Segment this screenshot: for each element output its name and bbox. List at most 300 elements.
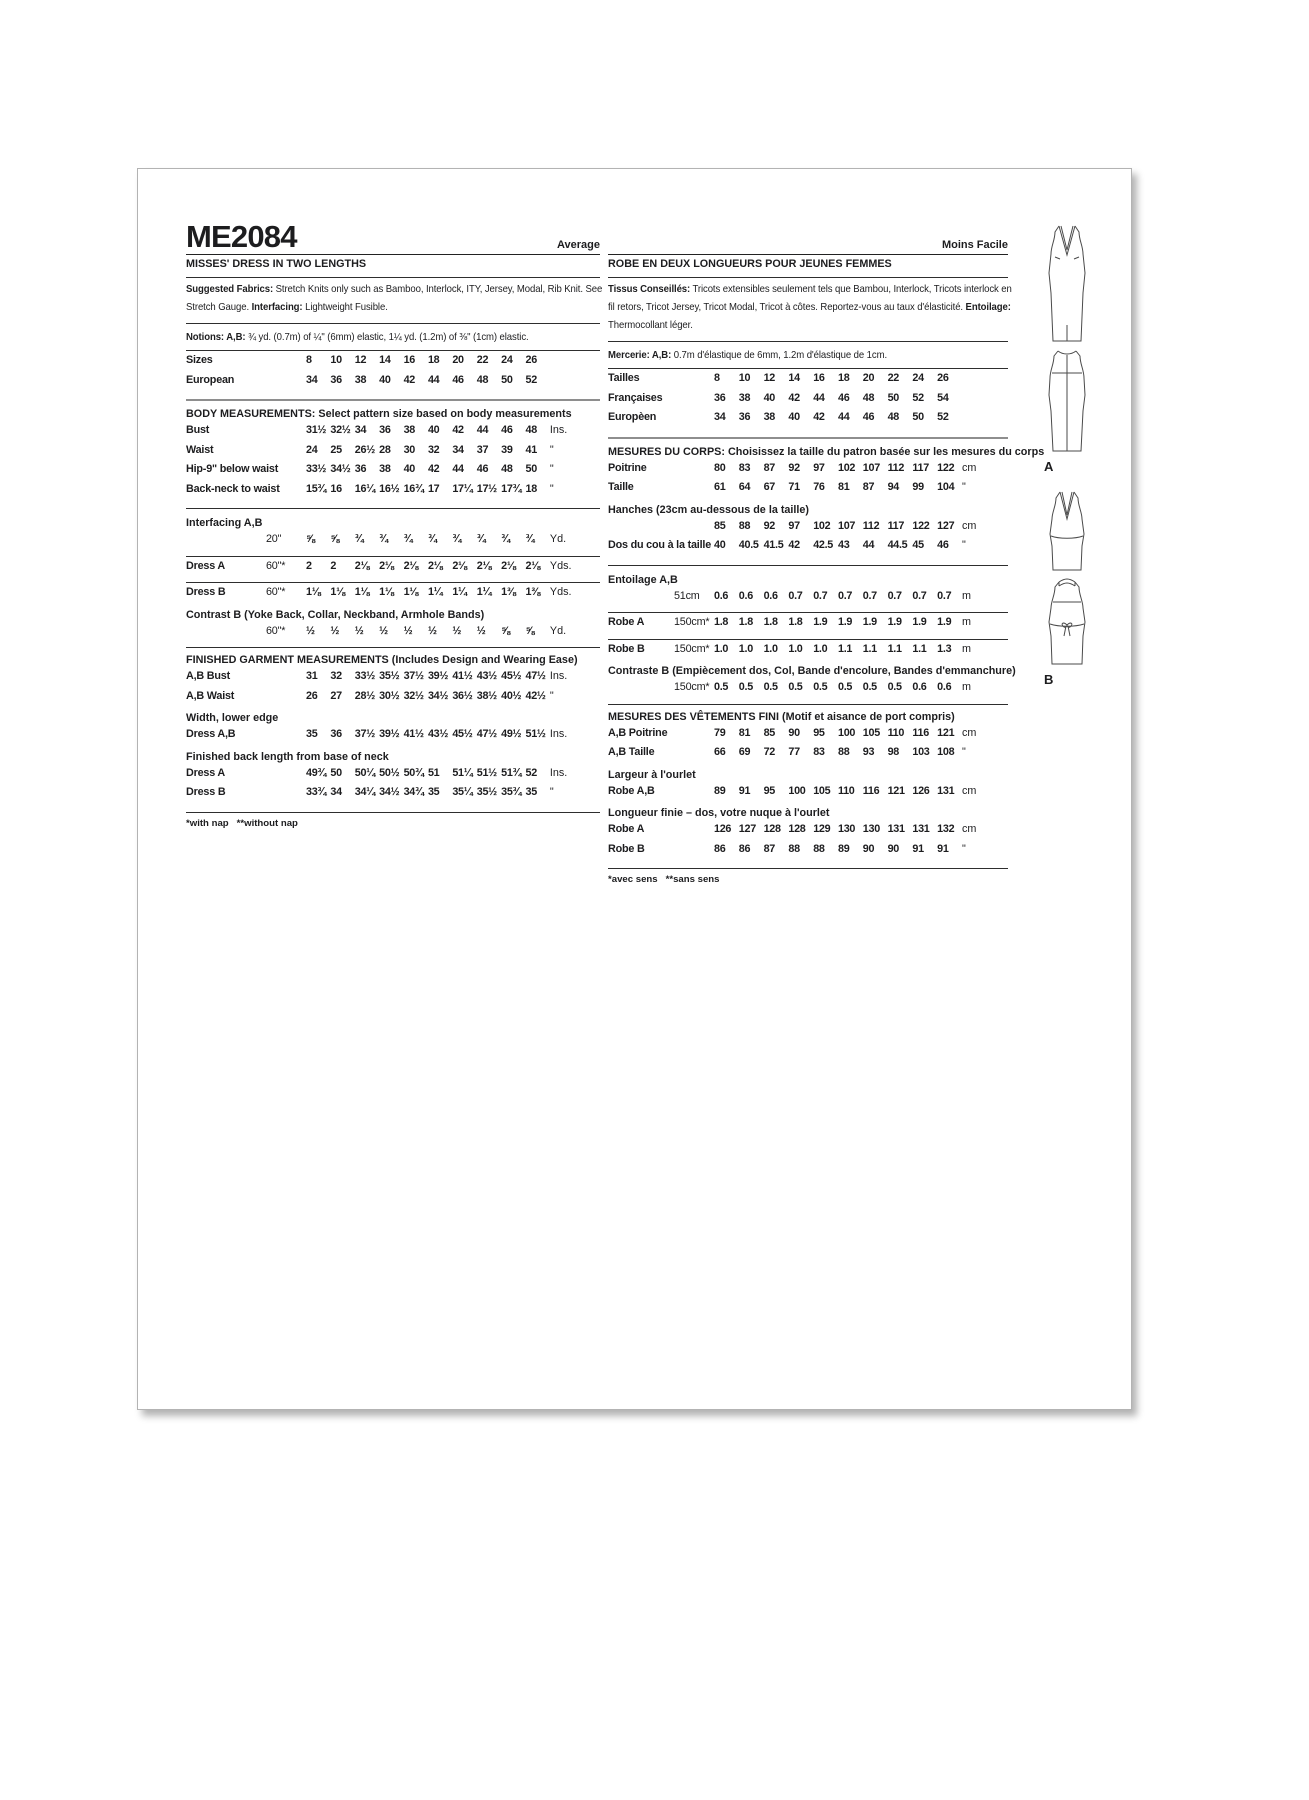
cell-value: 27 xyxy=(330,689,342,702)
cell-value: 1.8 xyxy=(788,616,803,628)
cell-value: ⅝ xyxy=(306,533,315,545)
cell-value: 122 xyxy=(937,461,955,474)
row-label: Hip-9" below waist xyxy=(186,463,279,475)
cell-value: 10 xyxy=(738,372,751,384)
row-unit: cm xyxy=(961,784,977,797)
cell-value: 34 xyxy=(306,373,318,386)
cell-value: 34¼ xyxy=(354,786,375,798)
cell-value: 51½ xyxy=(476,766,497,779)
row-unit: m xyxy=(961,616,971,628)
cell-value: 0.5 xyxy=(887,681,902,693)
table-row xyxy=(186,690,600,710)
cell-value: 20 xyxy=(452,354,464,366)
cell-value: 126 xyxy=(912,784,930,797)
row-sublabel: 60"* xyxy=(266,559,286,572)
cell-value: 50 xyxy=(525,463,537,475)
row-unit: Ins. xyxy=(549,728,568,740)
cell-value: 52 xyxy=(525,373,537,386)
cell-value: 42½ xyxy=(525,689,546,702)
table-row xyxy=(608,746,1008,766)
cell-value: 79 xyxy=(714,726,726,739)
row-unit: Ins. xyxy=(549,670,568,682)
cell-value: 1.1 xyxy=(912,642,927,655)
paragraph xyxy=(186,329,567,347)
cell-value: 0.7 xyxy=(887,589,902,602)
row-sublabel: 51cm xyxy=(674,589,700,602)
cell-value: 1.0 xyxy=(813,642,828,655)
cell-value: 32½ xyxy=(330,424,351,436)
cell-value: 44 xyxy=(452,463,464,475)
section-rule xyxy=(608,368,1008,369)
paragraph-text: Thermocollant léger. xyxy=(608,320,693,331)
cell-value: 117 xyxy=(887,519,905,532)
cell-value: 36 xyxy=(330,728,342,740)
cell-value: 35 xyxy=(306,728,318,740)
cell-value: 44 xyxy=(837,411,850,423)
cell-value: 0.5 xyxy=(714,681,729,693)
french-sections xyxy=(608,255,1045,885)
row-label: Françaises xyxy=(608,391,663,404)
cell-value: 34½ xyxy=(379,786,400,798)
cell-value: 36 xyxy=(738,411,751,423)
row-unit: " xyxy=(549,689,554,702)
cell-value: 46 xyxy=(476,463,489,475)
cell-value: 38 xyxy=(354,373,367,386)
dress-a-front-illustration xyxy=(1037,219,1097,345)
cell-value: 50 xyxy=(887,391,899,404)
row-label: A,B Poitrine xyxy=(608,726,668,739)
cell-value: 37 xyxy=(476,443,489,456)
cell-value: ¾ xyxy=(354,533,364,545)
table-row xyxy=(608,643,1008,663)
cell-value: 41½ xyxy=(403,728,424,740)
cell-value: 97 xyxy=(813,461,825,474)
section-rule xyxy=(186,399,600,401)
cell-value: 85 xyxy=(714,519,726,532)
cell-value: 17½ xyxy=(476,482,497,495)
cell-value: 16 xyxy=(330,482,342,495)
row-label: Dress B xyxy=(186,586,226,598)
cell-value: 50 xyxy=(501,373,513,386)
cell-value: 95 xyxy=(813,726,825,739)
section-rule xyxy=(608,341,1008,342)
cell-value: 8 xyxy=(714,372,720,384)
cell-value: 44 xyxy=(862,539,875,551)
cell-value: ½ xyxy=(452,624,462,637)
cell-value: 112 xyxy=(862,519,880,532)
cell-value: 76 xyxy=(813,481,825,493)
section-heading: Finished back length from base of neck xyxy=(186,750,389,763)
cell-value: 50½ xyxy=(379,766,400,779)
cell-value: 108 xyxy=(937,746,955,758)
cell-value: 26½ xyxy=(354,443,375,456)
cell-value: 121 xyxy=(937,726,955,739)
cell-value: 52 xyxy=(937,411,949,423)
cell-value: 40 xyxy=(403,463,415,475)
cell-value: 0.5 xyxy=(738,681,753,693)
cell-value: 36 xyxy=(354,463,367,475)
section-heading: Contrast B (Yoke Back, Collar, Neckband, Armhole Bands) xyxy=(186,608,485,621)
cell-value: 0.6 xyxy=(763,589,778,602)
section-heading: ROBE EN DEUX LONGUEURS POUR JEUNES FEMMES xyxy=(608,258,892,270)
cell-value: 50 xyxy=(912,411,924,423)
dress-b-back-illustration xyxy=(1039,574,1095,668)
paragraph-bold-text: Tissus Conseillés: xyxy=(608,284,691,295)
cell-value: 16¼ xyxy=(354,482,375,495)
table-row xyxy=(186,424,600,444)
cell-value: 40½ xyxy=(501,689,522,702)
cell-value: 1.9 xyxy=(912,616,927,628)
cell-value: 69 xyxy=(738,746,751,758)
row-unit: " xyxy=(961,746,966,758)
row-unit: " xyxy=(549,786,554,798)
cell-value: 91 xyxy=(937,842,949,855)
cell-value: 42 xyxy=(813,411,825,423)
table-row xyxy=(186,767,600,787)
table-row xyxy=(608,616,1008,636)
cell-value: 129 xyxy=(813,823,831,835)
table-row xyxy=(608,392,1008,412)
section-rule xyxy=(186,556,600,557)
row-label: Dress A,B xyxy=(186,728,236,740)
row-unit: Yd. xyxy=(549,533,567,545)
cell-value: 130 xyxy=(862,823,880,835)
section-rule xyxy=(608,565,1008,566)
cell-value: 90 xyxy=(788,726,800,739)
cell-value: 41.5 xyxy=(763,539,784,551)
cell-value: 110 xyxy=(887,726,905,739)
cell-value: 51½ xyxy=(525,728,546,740)
row-sublabel: 20" xyxy=(266,533,282,545)
cell-value: 46 xyxy=(837,391,850,404)
cell-value: 49¾ xyxy=(306,766,327,779)
cell-value: 2⅛ xyxy=(354,559,370,572)
table-row xyxy=(608,681,1008,701)
row-label: Robe B xyxy=(608,842,645,855)
cell-value: 117 xyxy=(912,461,929,474)
cell-value: 104 xyxy=(937,481,955,493)
cell-value: 0.6 xyxy=(714,589,729,602)
cell-value: ½ xyxy=(379,624,388,637)
cell-value: 105 xyxy=(862,726,880,739)
cell-value: 83 xyxy=(738,461,751,474)
cell-value: 116 xyxy=(862,784,880,797)
cell-value: 85 xyxy=(763,726,776,739)
paragraph-text: fil retors, Tricot Jersey, Tricot Modal, Tricot à côtes. Reportez-vous au taux d'élasticité. xyxy=(608,302,966,313)
table-row xyxy=(608,462,1008,482)
cell-value: 32 xyxy=(427,443,440,456)
cell-value: 127 xyxy=(937,519,955,532)
cell-value: ¾ xyxy=(379,533,388,545)
cell-value: 42 xyxy=(788,391,800,404)
cell-value: 8 xyxy=(306,354,312,366)
cell-value: 36½ xyxy=(452,689,473,702)
cell-value: 87 xyxy=(763,842,776,855)
cell-value: 0.7 xyxy=(862,589,877,602)
cell-value: 43 xyxy=(837,539,850,551)
section-heading: Largeur à l'ourlet xyxy=(608,768,696,781)
cell-value: 26 xyxy=(937,372,949,384)
cell-value: 131 xyxy=(887,823,905,835)
row-unit: " xyxy=(961,539,966,551)
cell-value: 24 xyxy=(501,354,513,366)
cell-value: 15¾ xyxy=(306,482,327,495)
paragraph-text: Stretch Knits only such as Bamboo, Interlock, ITY, Jersey, Modal, Rib Knit. See xyxy=(273,284,603,295)
cell-value: 1.1 xyxy=(887,642,902,655)
cell-value: 1.8 xyxy=(714,616,729,628)
english-header xyxy=(186,213,600,255)
cell-value: 46 xyxy=(501,424,513,436)
row-unit: cm xyxy=(961,823,977,835)
cell-value: 46 xyxy=(862,411,875,423)
row-label: European xyxy=(186,373,235,386)
paragraph xyxy=(186,281,603,317)
cell-value: ¾ xyxy=(403,533,413,545)
cell-value: 1.9 xyxy=(887,616,902,628)
paragraph-bold-text: Notions: A,B: xyxy=(186,332,246,343)
cell-value: 46 xyxy=(452,373,464,386)
row-label: A,B Bust xyxy=(186,670,230,682)
cell-value: 33½ xyxy=(354,670,375,682)
cell-value: 86 xyxy=(738,842,751,855)
paragraph-bold-text: Interfacing: xyxy=(251,302,303,313)
cell-value: 16½ xyxy=(379,482,400,495)
cell-value: 93 xyxy=(862,746,875,758)
cell-value: ½ xyxy=(476,624,486,637)
dress-a-back-illustration xyxy=(1040,345,1094,455)
cell-value: 1.3 xyxy=(937,642,952,655)
french-column xyxy=(608,213,1045,885)
cell-value: 126 xyxy=(714,823,732,835)
cell-value: 0.6 xyxy=(937,681,952,693)
cell-value: 16 xyxy=(813,372,825,384)
row-unit: m xyxy=(961,642,971,655)
cell-value: 48 xyxy=(476,373,489,386)
table-row xyxy=(608,785,1008,805)
french-header xyxy=(608,213,1008,255)
cell-value: 103 xyxy=(912,746,930,758)
cell-value: 39½ xyxy=(427,670,449,682)
cell-value: 25 xyxy=(330,443,342,456)
cell-value: 102 xyxy=(837,461,856,474)
dress-b-front-illustration xyxy=(1039,486,1095,574)
cell-value: 40 xyxy=(788,411,800,423)
cell-value: 87 xyxy=(862,481,875,493)
paragraph-bold-text: Entoilage: xyxy=(965,302,1011,313)
cell-value: 37½ xyxy=(354,728,375,740)
cell-value: 110 xyxy=(837,784,855,797)
section-rule xyxy=(608,639,1008,640)
cell-value: ¾ xyxy=(427,533,437,545)
cell-value: 0.7 xyxy=(788,589,803,602)
cell-value: 40 xyxy=(427,424,440,436)
cell-value: ⅝ xyxy=(525,624,535,637)
cell-value: 48 xyxy=(525,424,537,436)
row-unit: cm xyxy=(961,461,977,474)
paragraph-text: ¾ yd. (0.7m) of ¼" (6mm) elastic, 1¼ yd. (1.2m) of ⅜" (1cm) elastic. xyxy=(245,332,529,343)
cell-value: 35½ xyxy=(476,786,497,798)
cell-value: ½ xyxy=(403,624,413,637)
cell-value: 107 xyxy=(837,519,856,532)
row-unit: " xyxy=(549,443,554,456)
cell-value: 72 xyxy=(763,746,776,758)
cell-value: 81 xyxy=(738,726,751,739)
row-sublabel: 150cm* xyxy=(674,642,710,655)
cell-value: 1.9 xyxy=(862,616,877,628)
table-row xyxy=(608,539,1008,559)
section-heading: MISSES' DRESS IN TWO LENGTHS xyxy=(186,258,367,270)
section-heading: Interfacing A,B xyxy=(186,517,263,529)
cell-value: 12 xyxy=(763,372,776,384)
cell-value: 1.9 xyxy=(837,616,853,628)
table-row xyxy=(608,372,1008,392)
section-heading: MESURES DU CORPS: Choisissez la taille du patron basée sur les mesures du corps xyxy=(608,445,1045,458)
cell-value: 42.5 xyxy=(813,539,834,551)
row-label: Robe B xyxy=(608,642,645,655)
cell-value: 88 xyxy=(813,842,825,855)
table-row xyxy=(608,843,1008,863)
cell-value: ½ xyxy=(330,624,340,637)
table-row xyxy=(608,411,1008,431)
row-sublabel: 150cm* xyxy=(674,616,710,628)
row-unit: cm xyxy=(961,519,977,532)
cell-value: 43½ xyxy=(427,728,449,740)
cell-value: 97 xyxy=(788,519,800,532)
cell-value: 36 xyxy=(379,424,391,436)
paragraph-text: Tricots extensibles seulement tels que Bambou, Interlock, Tricots interlock en xyxy=(690,284,1012,295)
cell-value: 131 xyxy=(912,823,930,835)
cell-value: 2⅛ xyxy=(403,559,418,572)
paragraph-text: Stretch Gauge. xyxy=(186,302,252,313)
cell-value: 24 xyxy=(912,372,924,384)
cell-value: 35½ xyxy=(379,670,400,682)
cell-value: ¾ xyxy=(525,533,535,545)
cell-value: 1.0 xyxy=(738,642,753,655)
cell-value: 91 xyxy=(912,842,924,855)
cell-value: 48 xyxy=(887,411,899,423)
cell-value: ¾ xyxy=(476,533,486,545)
cell-value: 40.5 xyxy=(738,539,759,551)
cell-value: 35 xyxy=(427,786,440,798)
cell-value: 2 xyxy=(330,559,337,572)
cell-value: 66 xyxy=(714,746,726,758)
cell-value: 90 xyxy=(862,842,875,855)
cell-value: 51¼ xyxy=(452,766,473,779)
cell-value: 17¼ xyxy=(452,482,473,495)
cell-value: 17¾ xyxy=(501,482,522,495)
cell-value: 31 xyxy=(306,670,318,682)
cell-value: 98 xyxy=(887,746,899,758)
cell-value: 2⅛ xyxy=(525,559,540,572)
cell-value: 45 xyxy=(912,539,924,551)
cell-value: 122 xyxy=(912,519,930,532)
cell-value: 130 xyxy=(837,823,856,835)
cell-value: 83 xyxy=(813,746,825,758)
row-unit: " xyxy=(961,481,966,493)
difficulty-label-fr: Moins Facile xyxy=(941,239,1008,251)
cell-value: 87 xyxy=(763,461,776,474)
cell-value: 1⅛ xyxy=(354,586,370,598)
cell-value: 1.9 xyxy=(937,616,952,628)
cell-value: 33¾ xyxy=(306,786,327,798)
table-row xyxy=(186,670,600,690)
cell-value: 34 xyxy=(354,424,367,436)
section-rule xyxy=(186,323,600,324)
cell-value: 77 xyxy=(788,746,800,758)
cell-value: 38½ xyxy=(476,689,497,702)
cell-value: 2⅛ xyxy=(427,559,443,572)
cell-value: 52 xyxy=(912,391,924,404)
table-row xyxy=(186,463,600,483)
table-row xyxy=(608,590,1008,610)
cell-value: 47½ xyxy=(476,728,497,740)
cell-value: 49½ xyxy=(501,728,522,740)
pattern-number: ME2084 xyxy=(186,219,297,254)
cell-value: ½ xyxy=(306,624,315,637)
cell-value: 34½ xyxy=(330,463,351,475)
english-sections xyxy=(186,255,603,829)
cell-value: 44 xyxy=(476,424,489,436)
table-row xyxy=(608,823,1008,843)
cell-value: 0.7 xyxy=(912,589,927,602)
table-row xyxy=(186,728,600,748)
cell-value: 1.9 xyxy=(813,616,828,628)
section-heading: BODY MEASUREMENTS: Select pattern size based on body measurements xyxy=(186,408,572,420)
cell-value: 94 xyxy=(887,481,899,493)
cell-value: 52 xyxy=(525,766,537,779)
row-label: Dos du cou à la taille xyxy=(608,539,711,551)
cell-value: 1⅛ xyxy=(330,586,345,598)
cell-value: 89 xyxy=(837,842,850,855)
table-row xyxy=(608,481,1008,501)
row-label: Robe A,B xyxy=(608,784,655,797)
section-rule xyxy=(608,277,1008,278)
cell-value: 44 xyxy=(427,373,440,386)
cell-value: ⅝ xyxy=(501,624,510,637)
cell-value: 41 xyxy=(525,443,537,456)
section-heading: FINISHED GARMENT MEASUREMENTS (Includes Design and Wearing Ease) xyxy=(186,654,578,666)
cell-value: 1¼ xyxy=(452,586,467,598)
cell-value: 1.0 xyxy=(714,642,729,655)
cell-value: 45½ xyxy=(452,728,473,740)
section-rule xyxy=(186,508,600,509)
cell-value: 32½ xyxy=(403,689,424,702)
row-unit: cm xyxy=(961,726,977,739)
cell-value: 132 xyxy=(937,823,955,835)
row-sublabel: 60"* xyxy=(266,586,286,598)
cell-value: 1⅛ xyxy=(379,586,394,598)
table-row xyxy=(186,586,600,606)
cell-value: 88 xyxy=(788,842,800,855)
row-unit: " xyxy=(961,842,966,855)
section-rule xyxy=(186,277,600,278)
cell-value: 44.5 xyxy=(887,539,908,551)
row-label: Bust xyxy=(186,424,210,436)
section-heading: Contraste B (Empiècement dos, Col, Bande d'encolure, Bandes d'emmanchure) xyxy=(608,665,1016,677)
cell-value: 34¾ xyxy=(403,786,424,798)
row-unit: m xyxy=(961,589,971,602)
cell-value: 2⅛ xyxy=(452,559,467,572)
cell-value: 40 xyxy=(714,539,726,551)
row-unit: Ins. xyxy=(549,424,568,436)
cell-value: 2⅛ xyxy=(379,559,394,572)
cell-value: 0.5 xyxy=(837,681,853,693)
row-label: A,B Taille xyxy=(608,746,655,758)
cell-value: 0.7 xyxy=(837,589,853,602)
paragraph-text: 0.7m d'élastique de 6mm, 1.2m d'élastique de 1cm. xyxy=(671,350,888,361)
row-label: Robe A xyxy=(608,616,645,628)
section-rule xyxy=(186,812,600,813)
